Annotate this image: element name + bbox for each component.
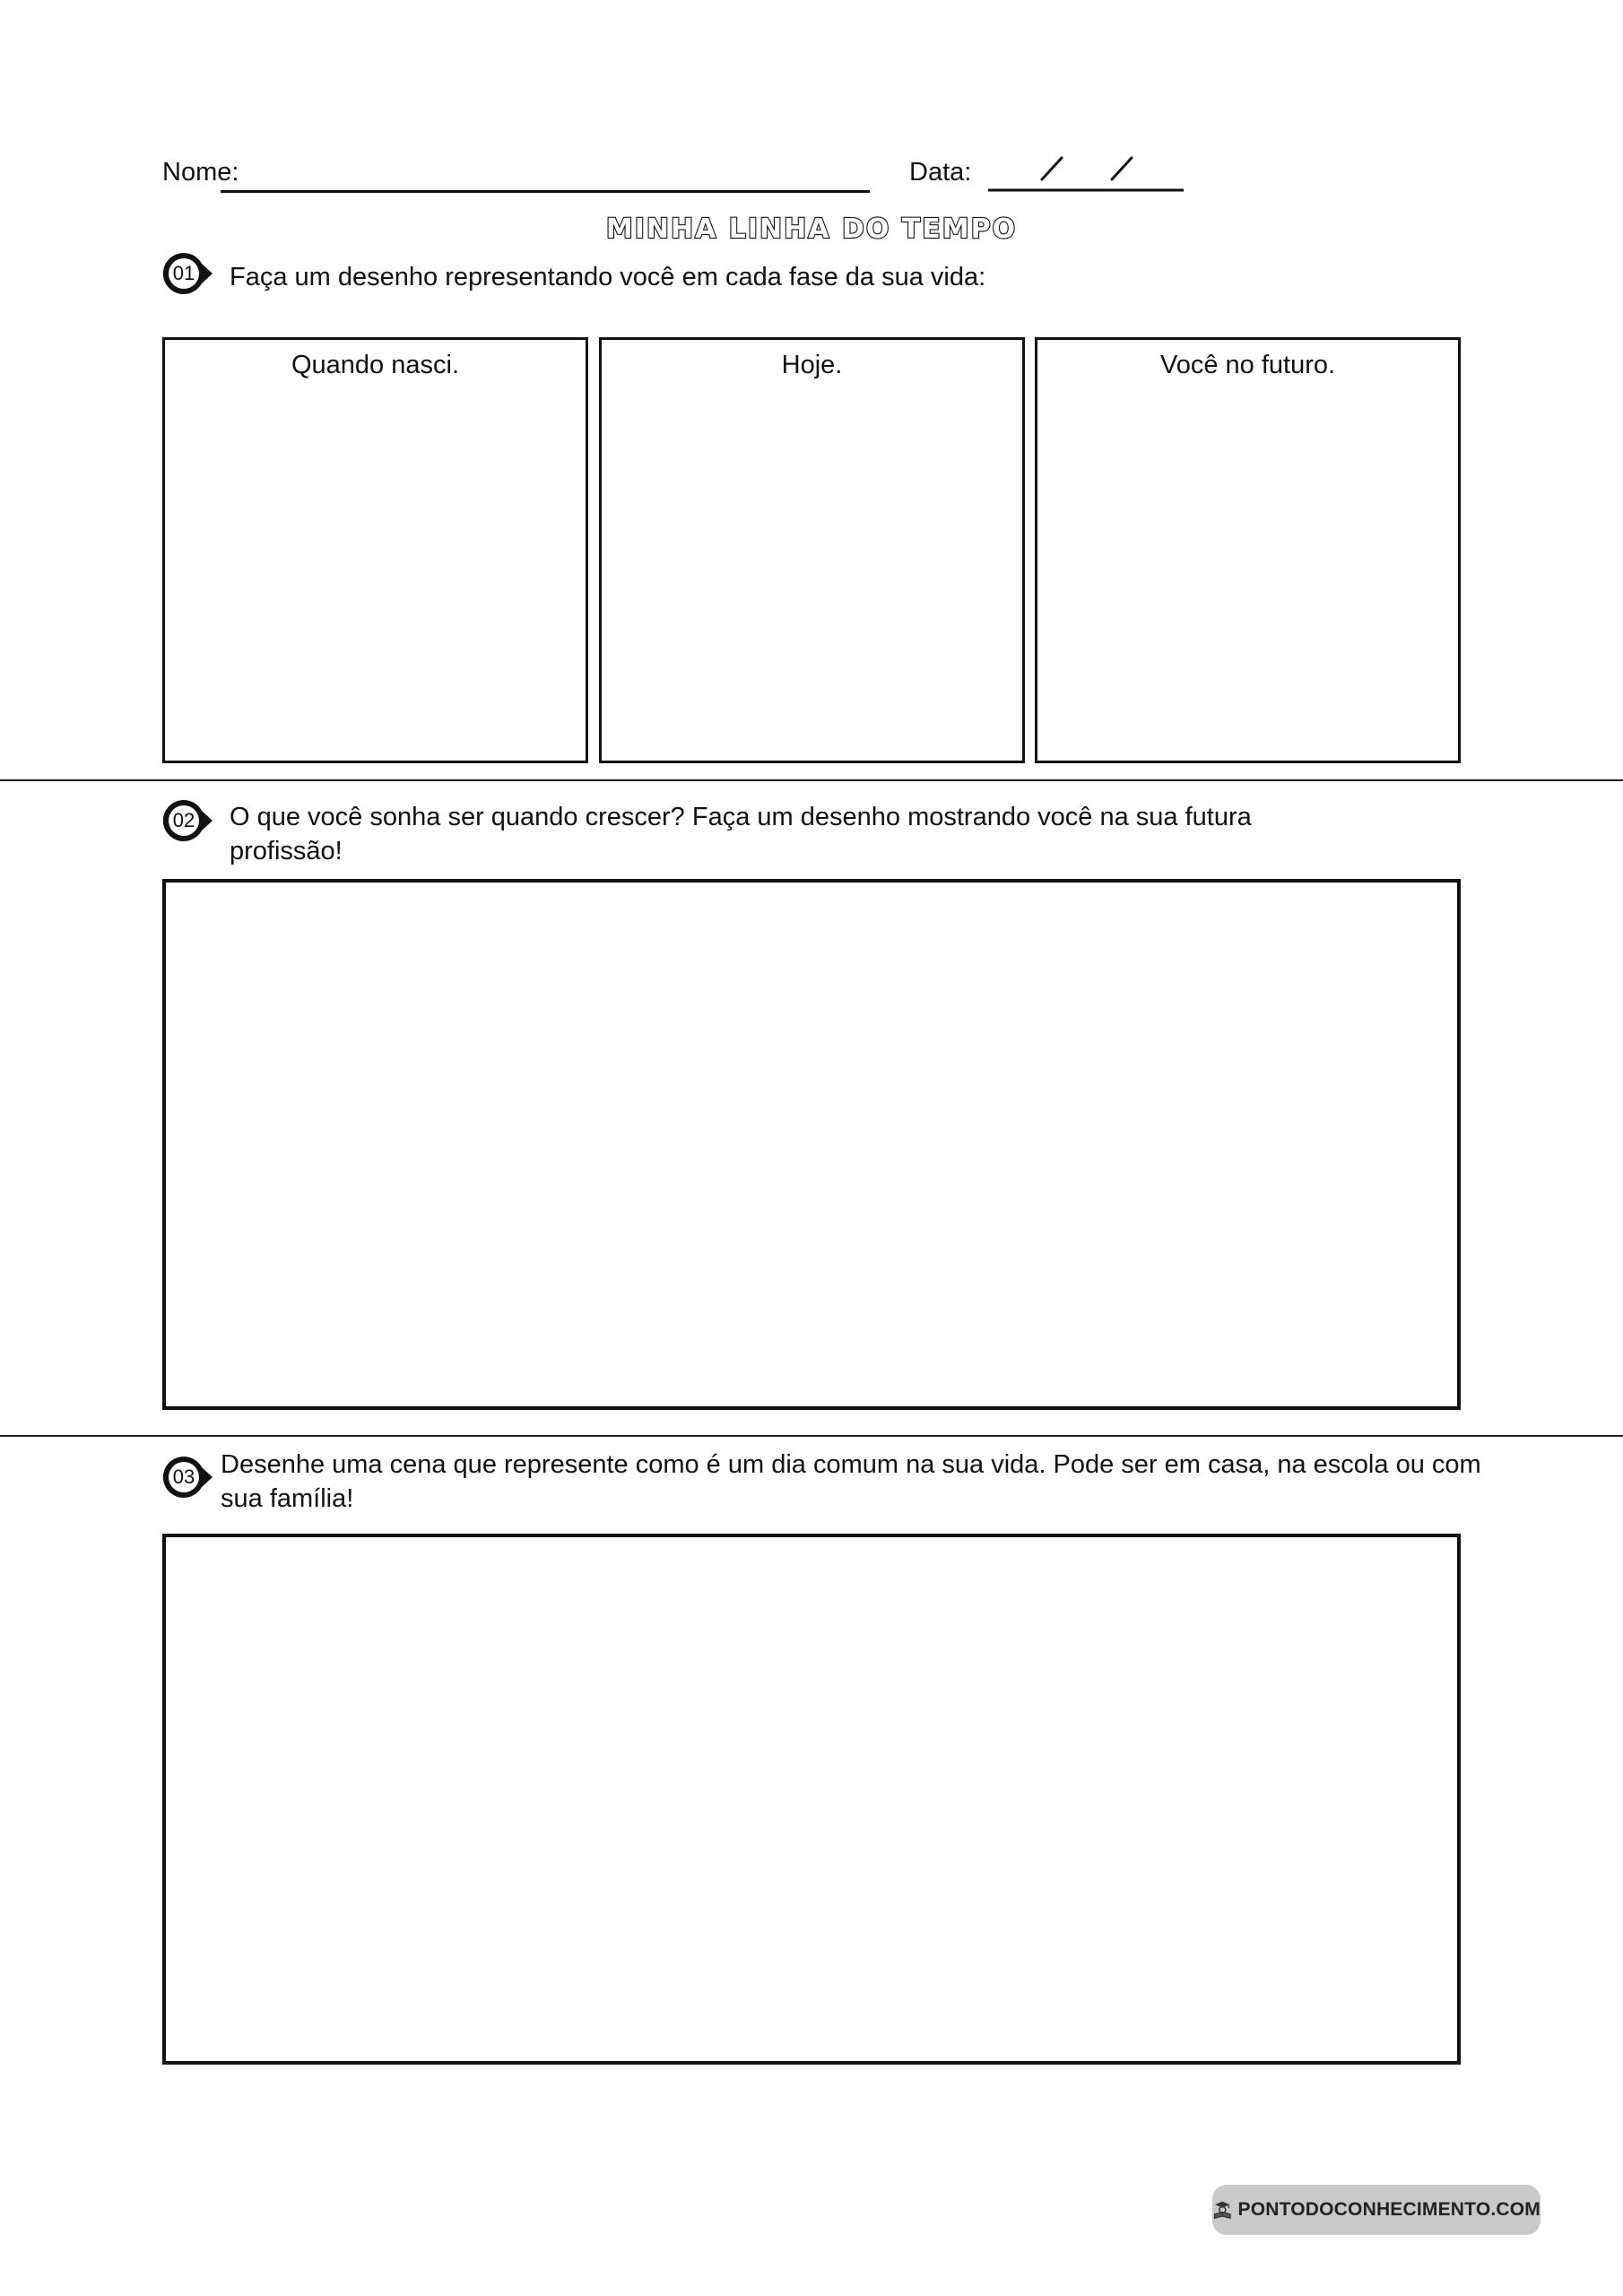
date-slash-2	[1112, 158, 1132, 179]
date-label: Data:	[909, 158, 972, 187]
brand-badge[interactable]	[1212, 2185, 1541, 2235]
drawing-box-today-caption: Hoje.	[781, 351, 843, 379]
drawing-box-future[interactable]	[1035, 337, 1461, 763]
date-slash-1	[1042, 158, 1062, 179]
question-number-03: 03	[172, 1465, 195, 1488]
name-label: Nome:	[162, 158, 239, 187]
question-02-text-line1: O que você sonha ser quando crescer? Faça um desenho mostrando você na sua futura	[230, 803, 1252, 831]
question-number-02: 02	[172, 809, 195, 831]
drawing-box-today[interactable]	[599, 337, 1025, 763]
drawing-box-future-profession[interactable]	[162, 879, 1461, 1410]
name-line[interactable]	[221, 190, 870, 193]
drawing-box-birth-caption: Quando nasci.	[291, 351, 459, 379]
drawing-box-birth[interactable]	[162, 337, 588, 763]
question-03-text-line2: sua família!	[221, 1484, 354, 1513]
section-divider-2	[0, 1435, 1623, 1437]
question-02-text-line2: profissão!	[230, 837, 343, 865]
question-number-01: 01	[172, 262, 195, 284]
question-03-text-line1: Desenhe uma cena que represente como é um dia comum na sua vida. Pode ser em casa, na escola ou com	[221, 1450, 1481, 1479]
drawing-box-daily-scene[interactable]	[162, 1534, 1461, 2065]
date-field[interactable]	[985, 151, 1187, 196]
drawing-box-future-caption: Você no futuro.	[1159, 351, 1336, 379]
page-title: MINHA LINHA DO TEMPO	[605, 213, 1018, 245]
brand-text: PONTODOCONHECIMENTO.COM	[1237, 2199, 1541, 2220]
question-01-text: Faça um desenho representando você em cada fase da sua vida:	[230, 263, 986, 291]
graduate-reading-icon	[1212, 2193, 1232, 2227]
section-divider-1	[0, 779, 1623, 781]
